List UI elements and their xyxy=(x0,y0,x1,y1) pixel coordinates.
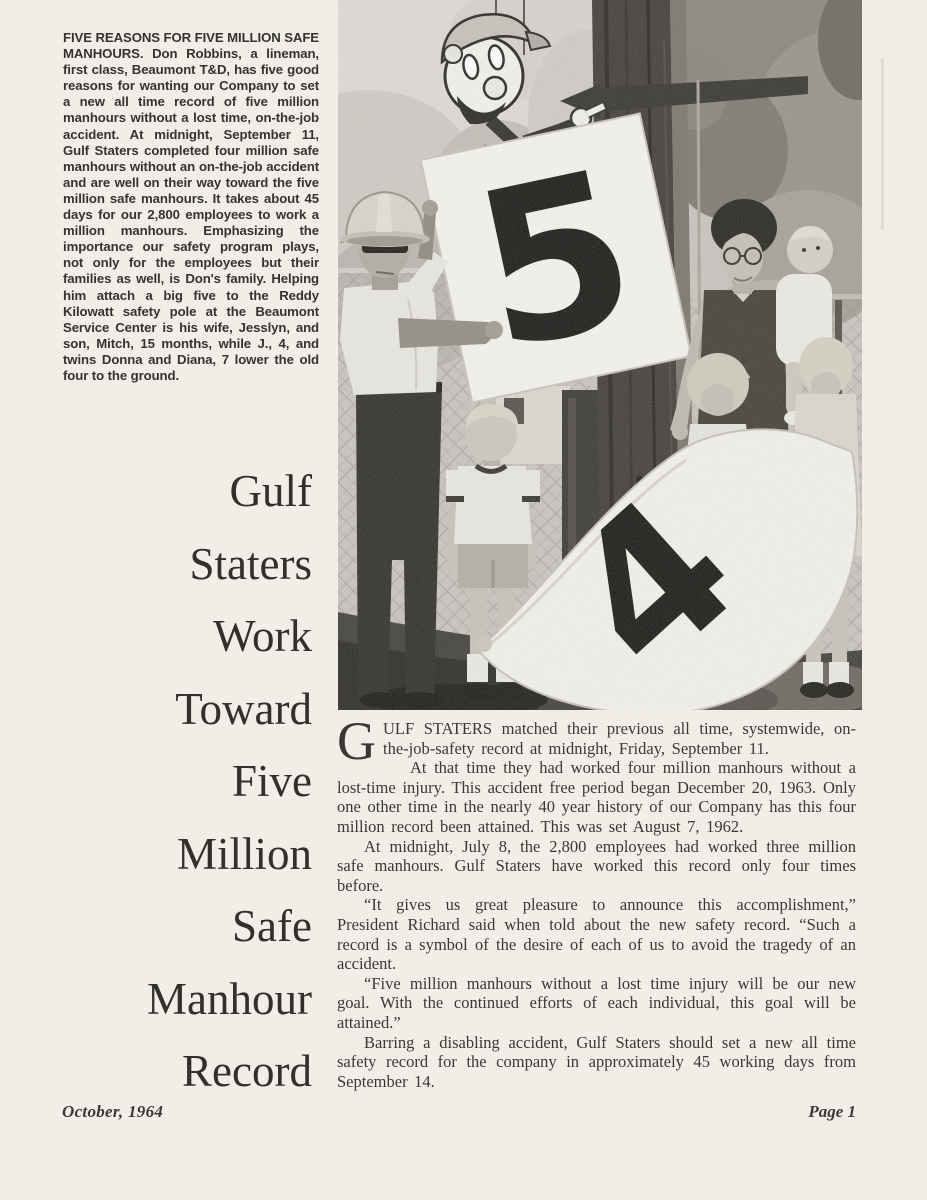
article-paragraph xyxy=(337,711,856,771)
article-paragraph: Barring a disabling accident, Gulf Staters should set a new all time safety record for the company in approximately 45 working days from September 14. xyxy=(337,1032,856,1091)
headline-word: Staters xyxy=(189,538,312,589)
article-paragraph: At midnight, July 8, the 2,800 employees had worked three million safe manhours. Gulf Staters have worked this record only four times before. xyxy=(337,836,856,895)
headline-word: Million xyxy=(176,828,312,879)
article-text: ULF STATERS matched their previous all time, systemwide, on-the-job-safety record at midnight, Friday, September 11. xyxy=(383,719,856,758)
article-paragraph: At that time they had worked four million manhours without a lost-time injury. This accident free period began December 20, 1963. Only one other time in the nearly 40 year history of our Company has this four million record been attained. This was set August 7, 1962. xyxy=(337,758,856,836)
headline-word: Work xyxy=(213,611,312,661)
issue-date: October, 1964 xyxy=(62,1102,164,1121)
headline-word: Record xyxy=(182,1046,312,1096)
article-paragraph: “It gives us great pleasure to announce this accomplishment,” President Richard said when told about the new safety record. “Such a record is a symbol of the desire of each of us to avoid the tragedy of an accident. xyxy=(337,895,856,974)
article-body xyxy=(337,711,856,1091)
page-title xyxy=(38,455,312,1108)
headline-word: Toward xyxy=(175,683,312,734)
page-number: Page 1 xyxy=(808,1102,856,1121)
photo-caption: FIVE REASONS FOR FIVE MILLION SAFE MANHOURS. Don Robbins, a lineman, first class, Beaumont T&D, has five good reasons for wanting our Company to set a new all time record of five million manhours without a lost time, on-the-job accident. At midnight, September 11, Gulf Staters completed four million safe manhours without an on-the-job accident and are well on their way toward the five million safe manhours. It takes about 45 days for our 2,800 employees to work a million manhours. Emphasizing the importance our safety program plays, not only for the employees but their families as well, is Don's family. Helping him attach a big five to the Reddy Kilowatt safety pole at the Beaumont Service Center is his wife, Jesslyn, and son, Mitch, 15 months, while J., 4, and twins Donna and Diana, 7 lower the old four to the ground. xyxy=(63,30,319,383)
photo-family-safety-pole xyxy=(338,0,862,710)
scan-artifact xyxy=(881,58,884,230)
headline-word: Gulf xyxy=(229,466,312,516)
headline-word: Five xyxy=(231,756,312,806)
dropcap: G xyxy=(337,711,376,771)
film-grain-overlay xyxy=(338,0,862,710)
article-paragraph: “Five million manhours without a lost time injury will be our new goal. With the continued efforts of each individual, this goal will be attained.” xyxy=(337,973,856,1032)
headline-word: Manhour xyxy=(147,973,312,1024)
headline-word: Safe xyxy=(232,901,312,951)
